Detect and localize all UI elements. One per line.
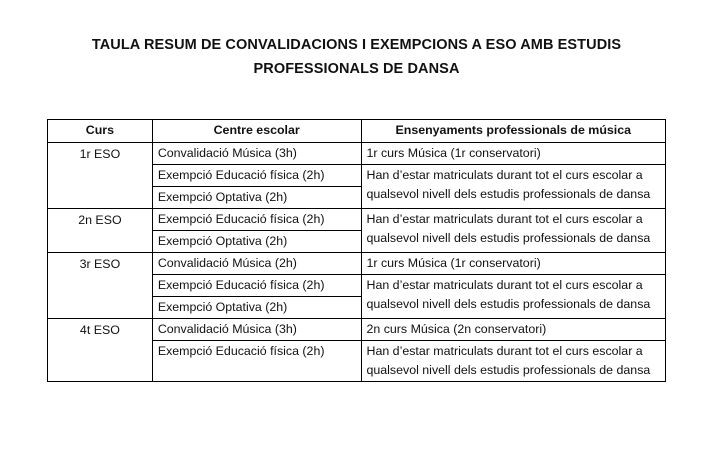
table-header-row <box>48 120 666 143</box>
ensenyaments-cell: Han d’estar matriculats durant tot el curs escolar a qualsevol nivell dels estudis professionals de dansa <box>361 341 666 382</box>
table-row <box>48 209 666 231</box>
ensenyaments-cell: Han d’estar matriculats durant tot el curs escolar a qualsevol nivell dels estudis professionals de dansa <box>361 209 666 253</box>
centre-cell: Convalidació Música (3h) <box>152 143 361 165</box>
ensenyaments-cell: 2n curs Música (2n conservatori) <box>361 319 666 341</box>
curs-cell: 4t ESO <box>48 319 153 382</box>
centre-cell: Exempció Educació física (2h) <box>152 275 361 297</box>
centre-cell: Exempció Optativa (2h) <box>152 231 361 253</box>
header-curs: Curs <box>48 120 153 143</box>
centre-cell: Exempció Educació física (2h) <box>152 165 361 187</box>
ensenyaments-cell: Han d’estar matriculats durant tot el curs escolar a qualsevol nivell dels estudis professionals de dansa <box>361 275 666 319</box>
centre-cell: Exempció Optativa (2h) <box>152 187 361 209</box>
ensenyaments-cell: Han d’estar matriculats durant tot el curs escolar a qualsevol nivell dels estudis professionals de dansa <box>361 165 666 209</box>
centre-cell: Exempció Optativa (2h) <box>152 297 361 319</box>
centre-cell: Exempció Educació física (2h) <box>152 341 361 382</box>
ensenyaments-cell: 1r curs Música (1r conservatori) <box>361 143 666 165</box>
document-title <box>0 33 713 81</box>
centre-cell: Convalidació Música (2h) <box>152 253 361 275</box>
table-row <box>48 143 666 165</box>
curs-cell: 2n ESO <box>48 209 153 253</box>
header-centre-escolar: Centre escolar <box>152 120 361 143</box>
summary-table <box>47 119 666 382</box>
title-line-1: TAULA RESUM DE CONVALIDACIONS I EXEMPCIONS A ESO AMB ESTUDIS <box>91 37 622 53</box>
header-ensenyaments: Ensenyaments professionals de música <box>361 120 666 143</box>
centre-cell: Convalidació Música (3h) <box>152 319 361 341</box>
title-line-2: PROFESSIONALS DE DANSA <box>253 61 460 77</box>
curs-cell: 3r ESO <box>48 253 153 319</box>
ensenyaments-cell: 1r curs Música (1r conservatori) <box>361 253 666 275</box>
curs-cell: 1r ESO <box>48 143 153 209</box>
centre-cell: Exempció Educació física (2h) <box>152 209 361 231</box>
table-row <box>48 319 666 341</box>
table-row <box>48 253 666 275</box>
